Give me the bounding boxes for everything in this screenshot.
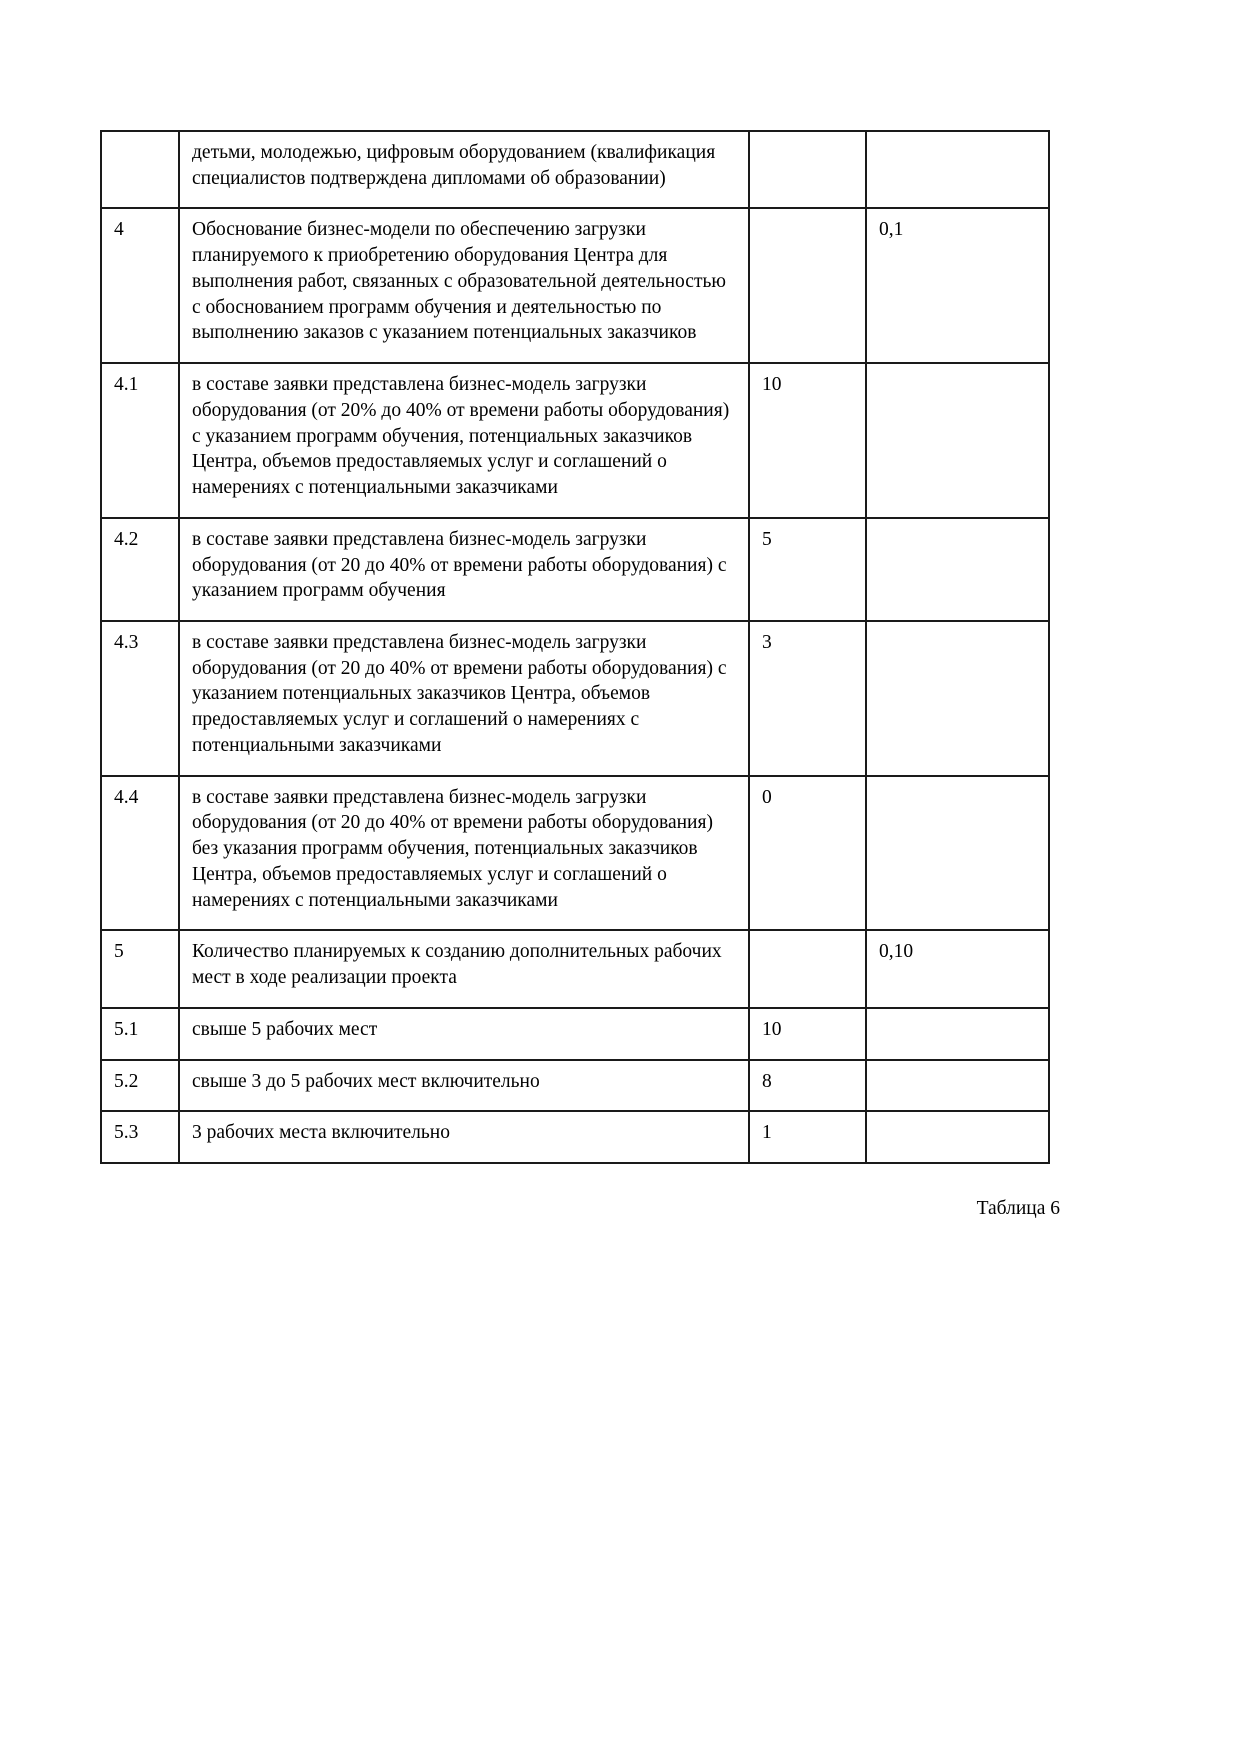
row-weight-cell xyxy=(866,621,1049,776)
table-row xyxy=(101,776,1049,931)
row-weight-cell xyxy=(866,518,1049,621)
row-number-cell: 4.1 xyxy=(101,363,179,518)
row-description-cell: в составе заявки представлена бизнес-модель загрузки оборудования (от 20 до 40% от времени работы оборудования) без указания программ обучения, потенциальных заказчиков Центра, объемов предоставляемых услуг и соглашений о намерениях с потенциальными заказчиками xyxy=(179,776,749,931)
row-points-cell: 8 xyxy=(749,1060,866,1112)
row-points-cell: 1 xyxy=(749,1111,866,1163)
table-row xyxy=(101,621,1049,776)
row-points-cell: 10 xyxy=(749,363,866,518)
table-row xyxy=(101,131,1049,208)
table-caption: Таблица 6 xyxy=(976,1198,1060,1220)
row-number-cell: 5 xyxy=(101,930,179,1007)
row-number-cell: 5.2 xyxy=(101,1060,179,1112)
row-points-cell xyxy=(749,208,866,363)
row-weight-cell xyxy=(866,1008,1049,1060)
row-description-cell: в составе заявки представлена бизнес-модель загрузки оборудования (от 20 до 40% от времени работы оборудования) с указанием программ обучения xyxy=(179,518,749,621)
row-description-cell: детьми, молодежью, цифровым оборудованием (квалификация специалистов подтверждена дипломами об образовании) xyxy=(179,131,749,208)
table-row xyxy=(101,930,1049,1007)
row-description-cell: Обоснование бизнес-модели по обеспечению загрузки планируемого к приобретению оборудования Центра для выполнения работ, связанных с образовательной деятельностью с обоснованием программ обучения и деятельностью по выполнению заказов с указанием потенциальных заказчиков xyxy=(179,208,749,363)
row-number-cell: 4.2 xyxy=(101,518,179,621)
row-weight-cell xyxy=(866,1060,1049,1112)
row-number-cell: 4.3 xyxy=(101,621,179,776)
row-description-cell: свыше 5 рабочих мест xyxy=(179,1008,749,1060)
row-points-cell: 0 xyxy=(749,776,866,931)
row-number-cell: 5.3 xyxy=(101,1111,179,1163)
row-points-cell: 3 xyxy=(749,621,866,776)
criteria-table xyxy=(100,130,1050,1164)
table-row xyxy=(101,363,1049,518)
row-weight-cell xyxy=(866,776,1049,931)
row-weight-cell: 0,10 xyxy=(866,930,1049,1007)
row-number-cell xyxy=(101,131,179,208)
row-points-cell: 5 xyxy=(749,518,866,621)
row-points-cell: 10 xyxy=(749,1008,866,1060)
table-row xyxy=(101,518,1049,621)
table-row xyxy=(101,208,1049,363)
row-points-cell xyxy=(749,131,866,208)
row-points-cell xyxy=(749,930,866,1007)
row-description-cell: Количество планируемых к созданию дополнительных рабочих мест в ходе реализации проекта xyxy=(179,930,749,1007)
row-description-cell: 3 рабочих места включительно xyxy=(179,1111,749,1163)
row-weight-cell: 0,1 xyxy=(866,208,1049,363)
row-weight-cell xyxy=(866,1111,1049,1163)
row-number-cell: 4.4 xyxy=(101,776,179,931)
document-content xyxy=(100,130,1060,1220)
row-description-cell: в составе заявки представлена бизнес-модель загрузки оборудования (от 20 до 40% от времени работы оборудования) с указанием потенциальных заказчиков Центра, объемов предоставляемых услуг и соглашений о намерениях с потенциальными заказчиками xyxy=(179,621,749,776)
table-row xyxy=(101,1060,1049,1112)
row-description-cell: в составе заявки представлена бизнес-модель загрузки оборудования (от 20% до 40% от времени работы оборудования) с указанием программ обучения, потенциальных заказчиков Центра, объемов предоставляемых услуг и соглашений о намерениях с потенциальными заказчиками xyxy=(179,363,749,518)
row-weight-cell xyxy=(866,131,1049,208)
row-weight-cell xyxy=(866,363,1049,518)
row-number-cell: 5.1 xyxy=(101,1008,179,1060)
row-number-cell: 4 xyxy=(101,208,179,363)
table-row xyxy=(101,1008,1049,1060)
table-row xyxy=(101,1111,1049,1163)
row-description-cell: свыше 3 до 5 рабочих мест включительно xyxy=(179,1060,749,1112)
